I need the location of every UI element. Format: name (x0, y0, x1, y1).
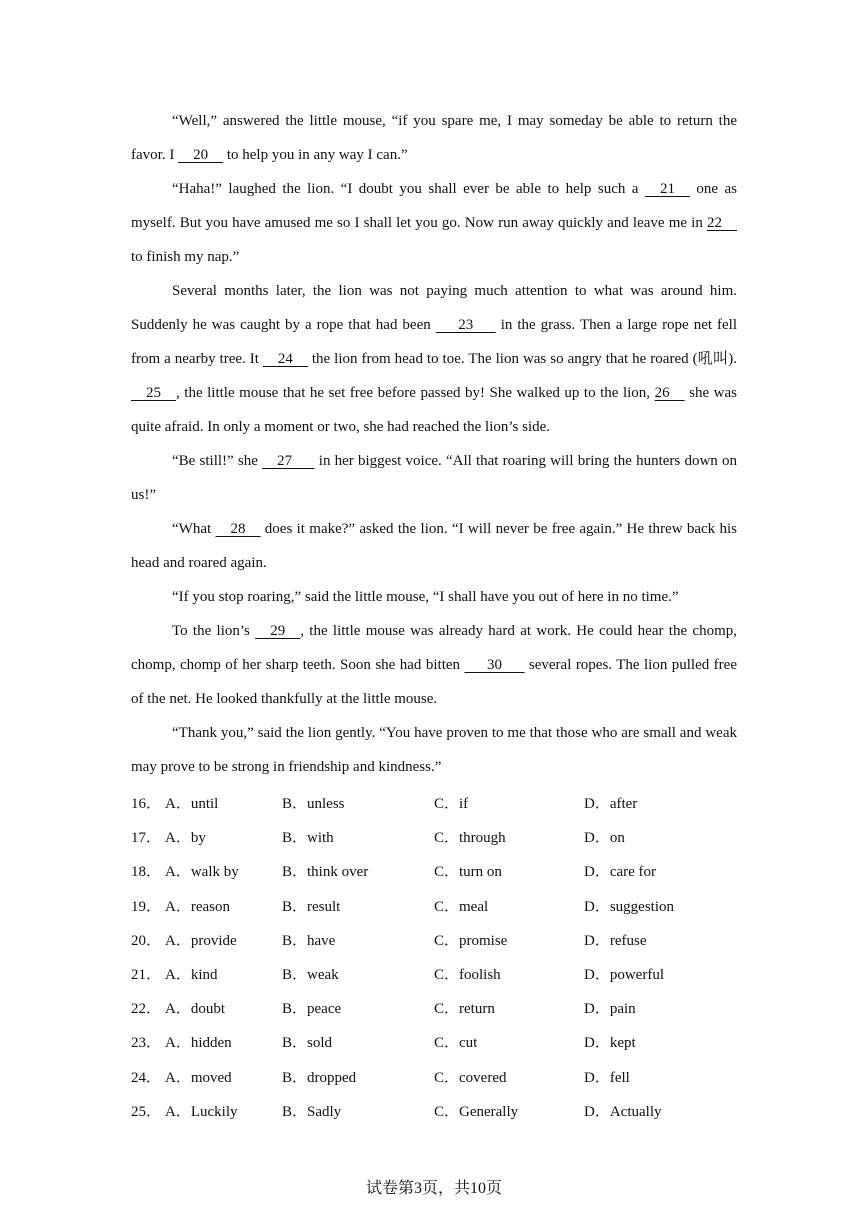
answer-options (131, 787, 751, 1129)
paragraph-text: “What (172, 521, 216, 537)
answer-option: C．through (434, 830, 506, 847)
paragraph-text: To the lion’s (172, 623, 256, 639)
question-row (131, 1095, 751, 1129)
answer-option: B．think over (282, 864, 369, 881)
question-number: 24． (131, 1069, 162, 1086)
paragraph-text: does it make?” asked the lion. “I will never be free again.” He threw back his head and roared again. (131, 521, 737, 571)
question-number: 23． (131, 1035, 162, 1052)
question-row (131, 958, 751, 992)
passage-paragraph (131, 716, 737, 784)
question-number: 17． (131, 830, 162, 847)
passage-paragraph (131, 580, 737, 614)
paragraph-text: to finish my nap.” (131, 249, 240, 265)
answer-blank: 22 (707, 215, 737, 231)
answer-option: C．turn on (434, 864, 502, 881)
paragraph-text: “If you stop roaring,” said the little mouse, “I shall have you out of here in no time.” (172, 589, 679, 605)
answer-option: A．Luckily (165, 1103, 238, 1120)
question-row (131, 992, 751, 1026)
answer-option: D．Actually (584, 1103, 662, 1120)
reading-passage (131, 104, 737, 784)
paragraph-text: , the little mouse that he set free before passed by! She walked up to the lion, (176, 385, 655, 401)
answer-blank: 30 (464, 657, 525, 673)
answer-option: C．if (434, 796, 469, 812)
answer-option: A．until (165, 796, 219, 812)
passage-paragraph (131, 444, 737, 512)
paragraph-text: one as myself. But you have amused me so I shall let you go. Now run away quickly and leave me in (131, 181, 738, 231)
question-row (131, 855, 751, 889)
answer-option: B．sold (282, 1035, 333, 1052)
answer-option: B．unless (282, 796, 345, 812)
answer-option: C．meal (434, 898, 489, 915)
answer-option: B．dropped (282, 1069, 357, 1086)
answer-blank: 23 (435, 317, 496, 333)
answer-option: B．with (282, 830, 334, 847)
paragraph-text: “Well,” answered the little mouse, “if you spare me, I may someday be able to return the favor. I (131, 113, 737, 163)
question-number: 25． (131, 1103, 162, 1120)
answer-option: A．reason (165, 898, 230, 915)
answer-option: D．suggestion (584, 898, 675, 915)
paragraph-text: , the little mouse was already hard at work. He could hear the chomp, chomp, chomp of her sharp teeth. Soon she had bitten (131, 623, 738, 673)
paragraph-text: in her biggest voice. “All that roaring will bring the hunters down on us!” (131, 453, 737, 503)
answer-option: B．result (282, 898, 341, 915)
answer-option: C．covered (434, 1069, 507, 1086)
question-number: 16． (131, 796, 162, 812)
answer-option: D．on (584, 830, 625, 847)
answer-blank: 25 (131, 385, 176, 401)
answer-blank: 24 (262, 351, 308, 367)
paragraph-text: “Thank you,” said the lion gently. “You have proven to me that those who are small and weak may prove to be strong in friendship and kindness.” (131, 725, 737, 775)
answer-option: B．have (282, 932, 336, 949)
answer-option: D．powerful (584, 966, 664, 983)
question-row (131, 787, 751, 821)
question-row (131, 924, 751, 958)
question-number: 19． (131, 898, 162, 915)
question-number: 21． (131, 966, 162, 983)
answer-blank: 20 (178, 147, 224, 163)
answer-option: D．pain (584, 1001, 636, 1018)
passage-paragraph (131, 614, 737, 716)
answer-option: A．doubt (165, 1001, 226, 1018)
paragraph-text: several ropes. The lion pulled free of the net. He looked thankfully at the little mouse. (131, 657, 737, 707)
question-row (131, 1061, 751, 1095)
paragraph-text: “Haha!” laughed the lion. “I doubt you shall ever be able to help such a (172, 181, 645, 197)
answer-option: D．fell (584, 1069, 630, 1086)
question-row (131, 890, 751, 924)
answer-option: D．kept (584, 1035, 636, 1052)
answer-option: C．foolish (434, 966, 501, 983)
paragraph-text: “Be still!” she (172, 453, 263, 469)
answer-option: B．Sadly (282, 1103, 342, 1120)
answer-option: D．care for (584, 864, 657, 881)
answer-option: C．return (434, 1001, 495, 1018)
passage-paragraph (131, 104, 737, 172)
answer-option: A．walk by (165, 864, 239, 881)
question-row (131, 821, 751, 855)
answer-option: B．peace (282, 1001, 342, 1018)
answer-option: A．kind (165, 966, 218, 983)
answer-option: C．cut (434, 1035, 478, 1052)
answer-option: B．weak (282, 966, 339, 983)
answer-option: C．promise (434, 932, 508, 949)
paragraph-text: Several months later, the lion was not paying much attention to what was around him. Suddenly he was caught by a rope that had been (131, 283, 737, 333)
answer-option: C．Generally (434, 1103, 519, 1120)
answer-blank: 21 (644, 181, 690, 197)
question-row (131, 1026, 751, 1060)
answer-blank: 26 (654, 385, 685, 401)
paragraph-text: in the grass. Then a large rope net fell from a nearby tree. It (131, 317, 737, 367)
answer-blank: 27 (262, 453, 315, 469)
paragraph-text: she was quite afraid. In only a moment or two, she had reached the lion’s side. (131, 385, 737, 435)
answer-option: D．refuse (584, 932, 647, 949)
passage-paragraph (131, 274, 737, 444)
passage-paragraph (131, 172, 737, 274)
answer-option: A．by (165, 830, 206, 847)
page-footer: 试卷第3页，共10页 (365, 1180, 502, 1197)
answer-blank: 29 (255, 623, 301, 639)
passage-paragraph (131, 512, 737, 580)
paragraph-text: the lion from head to toe. The lion was so angry that he roared (吼叫). (307, 351, 737, 367)
answer-option: D．after (584, 796, 638, 812)
answer-option: A．moved (165, 1069, 232, 1086)
question-number: 22． (131, 1001, 162, 1018)
question-number: 20． (131, 932, 162, 949)
answer-option: A．hidden (165, 1035, 232, 1052)
paragraph-text: to help you in any way I can.” (223, 147, 408, 163)
answer-option: A．provide (165, 932, 237, 949)
question-number: 18． (131, 864, 162, 881)
answer-blank: 28 (215, 521, 261, 537)
